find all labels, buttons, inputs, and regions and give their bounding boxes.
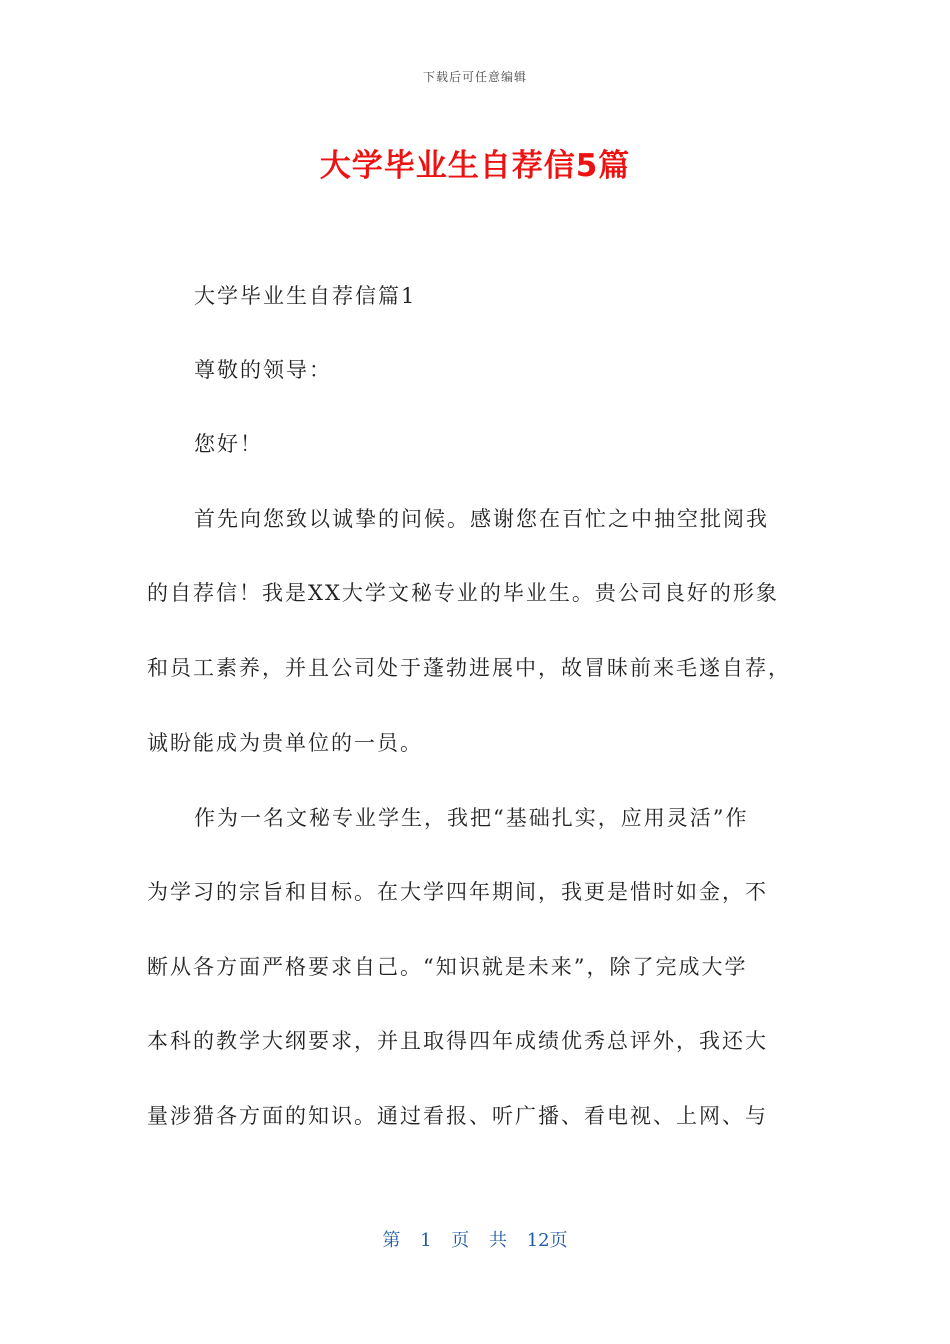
paragraph-line: 本科的教学大纲要求，并且取得四年成绩优秀总评外，我还大 [147, 1029, 768, 1053]
page-footer [0, 1226, 950, 1252]
paragraph-line: 的自荐信！我是XX大学文秘专业的毕业生。贵公司良好的形象 [147, 581, 779, 605]
paragraph-line: 和员工素养，并且公司处于蓬勃进展中，故冒昧前来毛遂自荐， [147, 656, 791, 680]
header-note: 下载后可任意编辑 [422, 70, 527, 84]
footer-total-word: 共 [489, 1230, 507, 1251]
footer-current-page: 1 [420, 1230, 432, 1251]
paragraph-line: 为学习的宗旨和目标。在大学四年期间，我更是惜时如金，不 [147, 880, 768, 904]
section-heading: 大学毕业生自荐信篇1 [194, 284, 417, 308]
footer-page-word: 页 [451, 1230, 470, 1251]
paragraph-line: 断从各方面严格要求自己。“知识就是未来”，除了完成大学 [147, 955, 748, 979]
document-title: 大学毕业生自荐信5篇 [319, 148, 631, 184]
paragraph-line: 诚盼能成为贵单位的一员。 [147, 731, 423, 755]
salutation: 尊敬的领导： [194, 358, 332, 382]
footer-total-pages: 12页 [526, 1230, 568, 1251]
footer-prefix: 第 [382, 1230, 401, 1251]
paragraph-line: 量涉猎各方面的知识。通过看报、听广播、看电视、上网、与 [147, 1104, 768, 1128]
paragraph-line: 首先向您致以诚挚的问候。感谢您在百忙之中抽空批阅我 [194, 507, 769, 531]
greeting: 您好！ [194, 432, 263, 456]
paragraph-line: 作为一名文秘专业学生，我把“基础扎实，应用灵活”作 [194, 806, 749, 830]
